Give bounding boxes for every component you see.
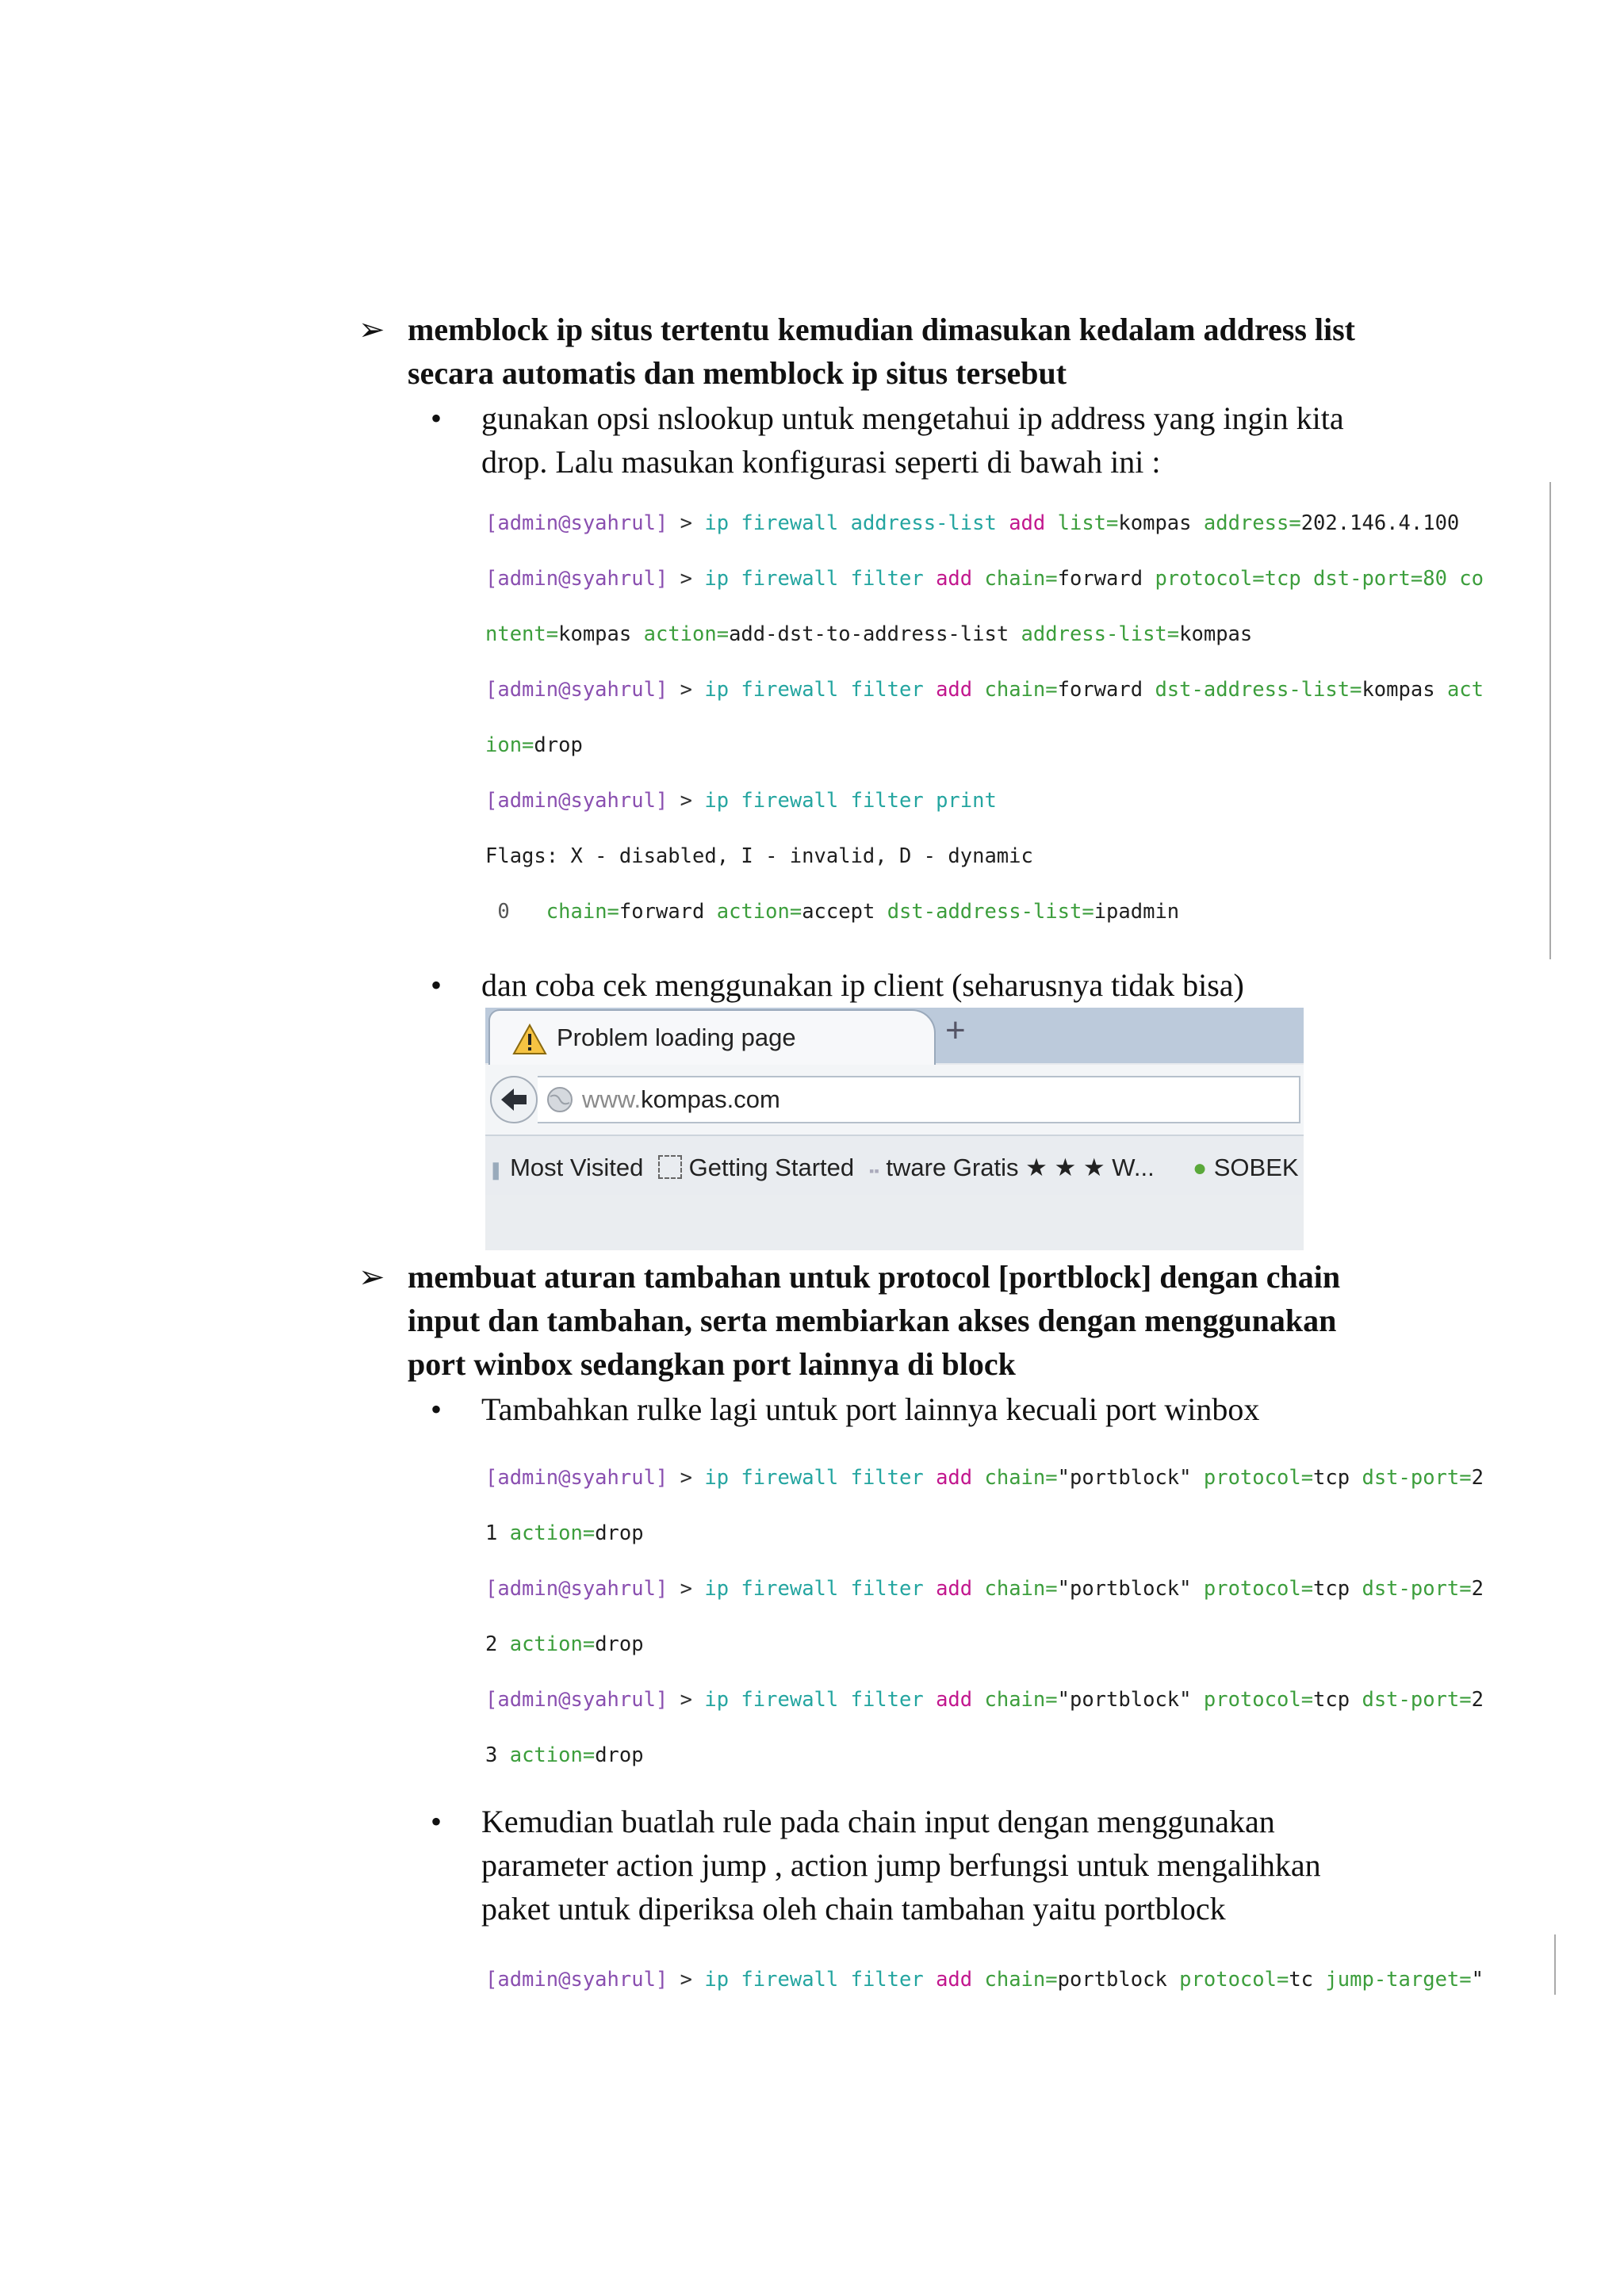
terminal-line xyxy=(485,565,1551,593)
terminal-text-span: address= xyxy=(1203,511,1301,535)
terminal-text-span: action= xyxy=(643,622,730,646)
terminal-text-span: tcp xyxy=(1313,1466,1350,1490)
terminal-text-span xyxy=(485,954,1551,959)
terminal-text-span: protocol= xyxy=(1179,1968,1289,1992)
terminal-text-span: ip firewall filter xyxy=(704,678,924,702)
terminal-text-span: > xyxy=(680,1968,693,1992)
terminal-text-span xyxy=(501,1089,527,1111)
terminal-line xyxy=(485,1742,1551,1770)
terminal-text-span: 1 xyxy=(485,1521,498,1545)
rule-row xyxy=(485,898,1551,926)
terminal-text-span: [admin@syahrul] xyxy=(485,789,668,813)
section2-bullet2-line2: parameter action jump , action jump berfungsi untuk mengalihkan xyxy=(481,1847,1321,1883)
terminal-text-span: jump-target= xyxy=(1325,1968,1472,1992)
terminal-text-span: 2 xyxy=(1471,1688,1484,1712)
terminal-text-span: ip firewall filter xyxy=(704,1577,924,1601)
section2-heading-line3: port winbox sedangkan port lainnya di block xyxy=(408,1346,1016,1382)
terminal-line xyxy=(485,787,1551,815)
terminal-text-span: "portblock" xyxy=(1057,1688,1192,1712)
page-area xyxy=(485,1195,1304,1250)
terminal-text-span: add xyxy=(936,567,973,591)
terminal-text-span: 2 xyxy=(1471,1466,1484,1490)
terminal-text-span: [admin@syahrul] xyxy=(485,1968,668,1992)
section1-heading-line2: secara automatis dan memblock ip situs tersebut xyxy=(408,355,1067,391)
terminal-line xyxy=(485,1631,1551,1659)
terminal-text-span: ntent= xyxy=(485,622,559,646)
terminal-text-span: [admin@syahrul] xyxy=(485,567,668,591)
terminal-text-span: > xyxy=(680,511,693,535)
terminal-text-span: chain= xyxy=(984,678,1058,702)
bookmarks-bar xyxy=(485,1136,1304,1195)
terminal-text-span: protocol=tcp xyxy=(1155,567,1301,591)
section1-bullet2: dan coba cek menggunakan ip client (seharusnya tidak bisa) xyxy=(481,967,1244,1003)
terminal-line xyxy=(485,621,1551,649)
navigation-bar xyxy=(485,1065,1304,1136)
terminal-text-span: > xyxy=(680,1466,693,1490)
terminal-text-span: tcp xyxy=(1313,1577,1350,1601)
terminal-text-span: protocol= xyxy=(1203,1466,1314,1490)
terminal-text-span: dst-port= xyxy=(1362,1466,1472,1490)
terminal-text-span: > xyxy=(680,567,693,591)
terminal-text-span: add xyxy=(936,1968,973,1992)
terminal-text-span: ip firewall filter xyxy=(704,1466,924,1490)
terminal-text-span: ion= xyxy=(485,733,534,757)
terminal-text-span: dst-port= xyxy=(1362,1577,1472,1601)
terminal-text-span: 3 xyxy=(485,1743,498,1767)
terminal-text-span: print xyxy=(936,789,997,813)
terminal-text-span: dst-address-list= xyxy=(887,900,1094,924)
bookmark-software-gratis[interactable] xyxy=(869,1154,1155,1182)
arrow-bullet-icon: ➢ xyxy=(358,1259,385,1295)
terminal-line xyxy=(485,676,1551,704)
terminal-line xyxy=(485,510,1551,538)
section1-bullet1-line2: drop. Lalu masukan konfigurasi seperti di bawah ini : xyxy=(481,444,1161,480)
terminal-line xyxy=(485,1464,1551,1492)
terminal-text-span: add xyxy=(936,1577,973,1601)
terminal-text-span: portblock xyxy=(1057,1968,1167,1992)
terminal-text-span: action= xyxy=(509,1632,596,1656)
terminal-text-span: action= xyxy=(716,900,802,924)
terminal-edge xyxy=(1554,1934,1556,1995)
terminal-text-span: Getting Started xyxy=(688,1154,855,1181)
terminal-text-span: ipadmin xyxy=(1094,900,1180,924)
section2-bullet2-line3: paket untuk diperiksa oleh chain tambahan yaitu portblock xyxy=(481,1891,1226,1927)
terminal-text-span: [admin@syahrul] xyxy=(485,678,668,702)
terminal-text-span: drop xyxy=(595,1632,644,1656)
terminal-text-span: ip firewall filter xyxy=(704,789,924,813)
terminal-line xyxy=(485,1520,1551,1548)
terminal-text-span: forward xyxy=(1057,678,1143,702)
dashed-page-icon xyxy=(658,1155,682,1179)
terminal-text-span: [admin@syahrul] xyxy=(485,1466,668,1490)
terminal-text-span: [admin@syahrul] xyxy=(485,511,668,535)
terminal-text-span: protocol= xyxy=(1203,1688,1314,1712)
terminal-text-span: kompas xyxy=(558,622,632,646)
terminal-text-span: ip firewall filter xyxy=(704,1968,924,1992)
url-text xyxy=(582,1085,780,1114)
terminal-text-span: "portblock" xyxy=(1057,1577,1192,1601)
terminal-text-span: protocol= xyxy=(1203,1577,1314,1601)
section2-heading-line2: input dan tambahan, serta membiarkan akses dengan menggunakan xyxy=(408,1303,1337,1338)
browser-tab[interactable] xyxy=(488,1009,936,1066)
terminal-text-span: 202.146.4.100 xyxy=(1300,511,1460,535)
bookmark-most-visited[interactable] xyxy=(488,1154,643,1182)
terminal-text-span: add xyxy=(1009,511,1046,535)
terminal-text-span: > xyxy=(680,789,693,813)
terminal-line xyxy=(485,1966,1554,1994)
terminal-text-span: add-dst-to-address-list xyxy=(729,622,1009,646)
section2-heading-line1: membuat aturan tambahan untuk protocol [portblock] dengan chain xyxy=(408,1259,1341,1295)
terminal-text-span: list= xyxy=(1057,511,1119,535)
terminal-text-span: dst-address-list= xyxy=(1155,678,1362,702)
terminal-text-span: chain= xyxy=(546,900,619,924)
terminal-line xyxy=(485,1575,1551,1603)
terminal-text-span: ip firewall filter xyxy=(704,567,924,591)
site-icon: ▪▪ xyxy=(869,1163,879,1179)
terminal-text-span: drop xyxy=(534,733,583,757)
bullet-icon: • xyxy=(431,1391,442,1427)
terminal-text-span: forward xyxy=(1057,567,1143,591)
terminal-text-span: ip firewall filter xyxy=(704,1688,924,1712)
terminal-text-span: chain= xyxy=(984,1968,1058,1992)
bookmark-getting-started[interactable] xyxy=(658,1154,854,1182)
bullet-icon: • xyxy=(431,967,442,1003)
terminal-text-span: drop xyxy=(595,1521,644,1545)
terminal-text-span: Most Visited xyxy=(510,1154,644,1181)
bullet-icon: • xyxy=(431,400,442,436)
terminal-text-span: add xyxy=(936,1688,973,1712)
terminal-text-span: add xyxy=(936,1466,973,1490)
browser-screenshot xyxy=(485,1008,1304,1250)
terminal-text-span: SOBEK xyxy=(1213,1154,1299,1181)
terminal-text-span: [admin@syahrul] xyxy=(485,1577,668,1601)
arrow-bullet-icon: ➢ xyxy=(358,312,385,347)
terminal-text-span: accept xyxy=(802,900,875,924)
terminal-text-span: action= xyxy=(509,1743,596,1767)
terminal-text-span: chain= xyxy=(984,1688,1058,1712)
bookmark-icon: ❚ xyxy=(488,1160,504,1180)
terminal-text-span: tc xyxy=(1289,1968,1314,1992)
terminal-text-span: add xyxy=(936,678,973,702)
globe-icon xyxy=(546,1085,574,1114)
warning-icon xyxy=(512,1024,547,1055)
section2-bullet1: Tambahkan rulke lagi untuk port lainnya kecuali port winbox xyxy=(481,1391,1260,1427)
terminal-text-span: www. xyxy=(582,1085,642,1113)
terminal-text-span: kompas xyxy=(1118,511,1192,535)
terminal-text-span: dst-port= xyxy=(1362,1688,1472,1712)
terminal-text-span: > xyxy=(680,1577,693,1601)
terminal-text-span: action= xyxy=(509,1521,596,1545)
terminal-text-span xyxy=(528,1047,531,1050)
new-tab-button[interactable]: + xyxy=(945,1011,966,1050)
terminal-text-span: [admin@syahrul] xyxy=(485,1688,668,1712)
terminal-text-span: co xyxy=(1459,567,1484,591)
section1-bullet1-line1: gunakan opsi nslookup untuk mengetahui ip address yang ingin kita xyxy=(481,400,1344,436)
terminal-text-span: address-list= xyxy=(1021,622,1180,646)
terminal-text-span: " xyxy=(1471,1968,1484,1992)
terminal-text-span: act xyxy=(1446,678,1484,702)
terminal-text-span: 2 xyxy=(485,1632,498,1656)
terminal-text-span: kompas xyxy=(1179,622,1253,646)
terminal-text-span: kompas.com xyxy=(641,1085,780,1113)
terminal-screenshot-2 xyxy=(485,1437,1551,1793)
terminal-text-span: chain= xyxy=(984,1466,1058,1490)
terminal-screenshot-1 xyxy=(485,482,1551,959)
tab-title: Problem loading page xyxy=(557,1024,796,1051)
terminal-text-span: tcp xyxy=(1313,1688,1350,1712)
terminal-text-span: 0 xyxy=(497,900,510,924)
tab-bar xyxy=(485,1008,1304,1063)
terminal-line xyxy=(485,732,1551,760)
back-arrow-icon xyxy=(492,1077,536,1122)
terminal-line xyxy=(485,1686,1551,1714)
section1-heading-line1: memblock ip situs tertentu kemudian dimasukan kedalam address list xyxy=(408,312,1355,347)
terminal-text-span: kompas xyxy=(1362,678,1435,702)
terminal-flags-line: Flags: X - disabled, I - invalid, D - dynamic xyxy=(485,844,1033,868)
terminal-text-span: ip firewall address-list xyxy=(704,511,997,535)
terminal-text-span: tware Gratis ★ ★ ★ W... xyxy=(886,1154,1155,1181)
terminal-text-span: "portblock" xyxy=(1057,1466,1192,1490)
terminal-text-span: drop xyxy=(595,1743,644,1767)
bullet-icon: • xyxy=(431,1804,442,1839)
bookmark-sobek[interactable] xyxy=(1193,1154,1299,1182)
terminal-text-span: > xyxy=(680,1688,693,1712)
terminal-text-span: chain= xyxy=(984,1577,1058,1601)
terminal-screenshot-3 xyxy=(485,1938,1554,1994)
terminal-text-span: 2 xyxy=(1471,1577,1484,1601)
terminal-text-span: chain= xyxy=(984,567,1058,591)
back-button[interactable] xyxy=(490,1076,538,1123)
terminal-text-span: > xyxy=(680,678,693,702)
terminal-text-span xyxy=(528,1034,531,1045)
terminal-text-span: forward xyxy=(619,900,705,924)
sobek-icon: ● xyxy=(1193,1155,1208,1181)
terminal-edge xyxy=(1549,482,1551,959)
section2-bullet2-line1: Kemudian buatlah rule pada chain input dengan menggunakan xyxy=(481,1804,1275,1839)
terminal-text-span: dst-port=80 xyxy=(1313,567,1447,591)
url-bar[interactable] xyxy=(538,1076,1300,1123)
